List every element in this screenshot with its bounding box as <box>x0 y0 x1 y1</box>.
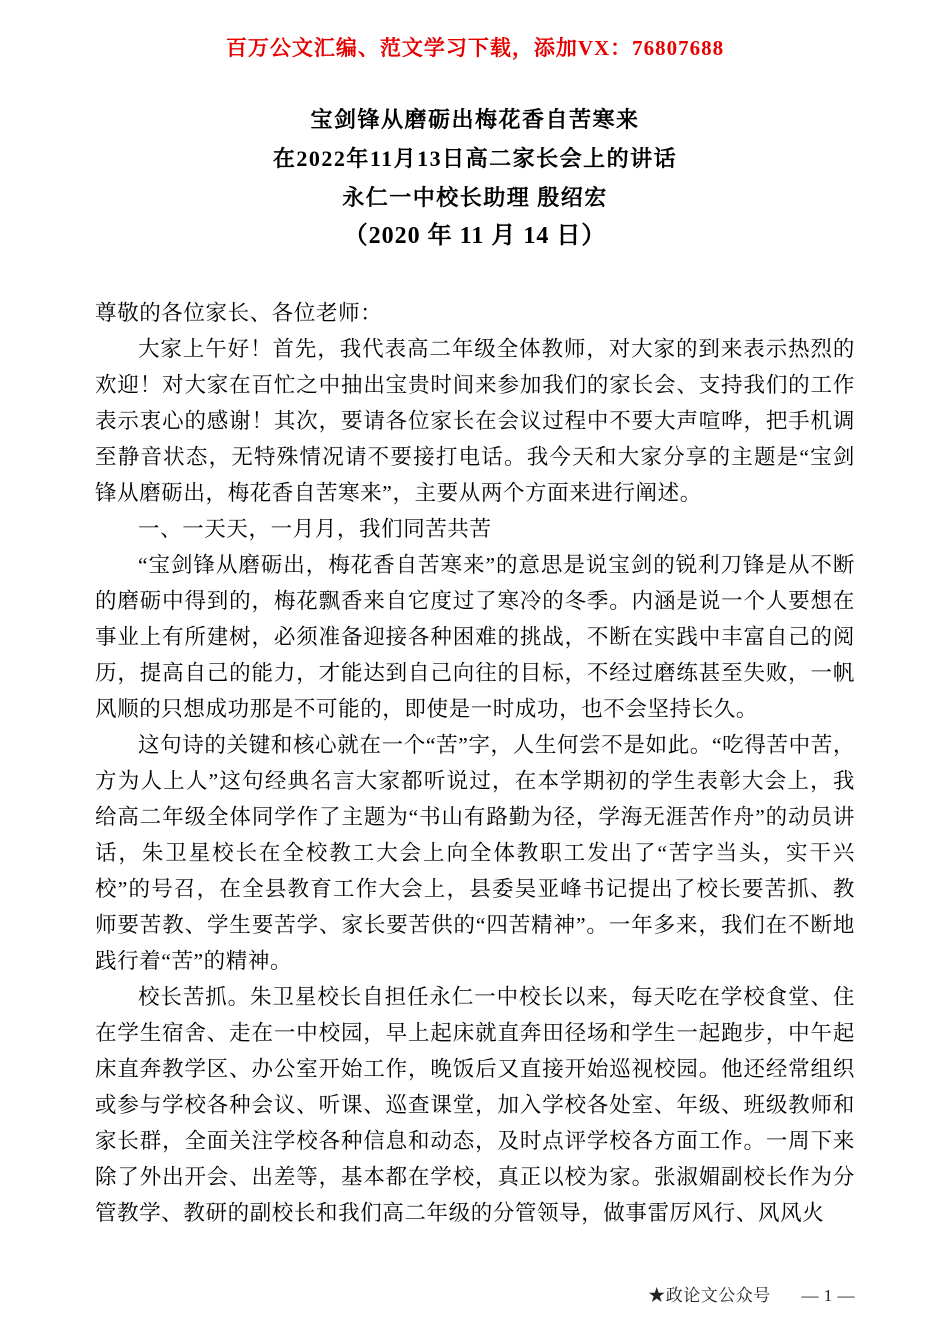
promo-banner-text: 百万公文汇编、范文学习下载，添加VX：76807688 <box>225 36 725 60</box>
doc-author-line: 永仁一中校长助理 殷绍宏 <box>342 185 608 210</box>
document-body <box>95 295 855 1231</box>
section-heading-1: 一、一天天，一月月，我们同苦共苦 <box>138 517 492 541</box>
doc-date-line: （2020 年 11 月 14 日） <box>343 223 607 249</box>
paragraph-principal: 校长苦抓。朱卫星校长自担任永仁一中校长以来，每天吃在学校食堂、住在学生宿舍、走在一中校园，早上起床就直奔田径场和学生一起跑步，中午起床直奔教学区、办公室开始工作，晚饭后又直接开始巡视校园。他还经常组织或参与学校各种会议、听课、巡查课堂，加入学校各处室、年级、班级教师和家长群，全面关注学校各种信息和动态，及时点评学校各方面工作。一周下来除了外出开会、出差等，基本都在学校，真正以校为家。张淑媚副校长作为分管教学、教研的副校长和我们高二年级的分管领导，做事雷厉风行、风风火 <box>95 985 855 1225</box>
footer-brand: ★政论文公众号 <box>648 1286 771 1305</box>
paragraph-meaning: “宝剑锋从磨砺出，梅花香自苦寒来”的意思是说宝剑的锐利刀锋是从不断的磨砺中得到的，梅花飘香来自它度过了寒冷的冬季。内涵是说一个人要想在事业上有所建树，必须准备迎接各种困难的挑战，不断在实践中丰富自己的阅历，提高自己的能力，才能达到自己向往的目标，不经过磨练甚至失败，一帆风顺的只想成功那是不可能的，即使是一时成功，也不会坚持长久。 <box>95 553 855 721</box>
page-number: — 1 — <box>801 1286 855 1305</box>
paragraph-greeting: 大家上午好！首先，我代表高二年级全体教师，对大家的到来表示热烈的欢迎！对大家在百忙之中抽出宝贵时间来参加我们的家长会、支持我们的工作表示衷心的感谢！其次，要请各位家长在会议过程中不要大声喧哗，把手机调至静音状态，无特殊情况请不要接打电话。我今天和大家分享的主题是“宝剑锋从磨砺出，梅花香自苦寒来”，主要从两个方面来进行阐述。 <box>95 337 855 505</box>
title-block <box>95 100 855 255</box>
salutation: 尊敬的各位家长、各位老师： <box>95 301 383 325</box>
paragraph-ku-spirit: 这句诗的关键和核心就在一个“苦”字，人生何尝不是如此。“吃得苦中苦，方为人上人”这句经典名言大家都听说过，在本学期初的学生表彰大会上，我给高二年级全体同学作了主题为“书山有路勤为径，学海无涯苦作舟”的动员讲话，朱卫星校长在全校教工大会上向全体教职工发出了“苦字当头，实干兴校”的号召，在全县教育工作大会上，县委吴亚峰书记提出了校长要苦抓、教师要苦教、学生要苦学、家长要苦供的“四苦精神”。一年多来，我们在不断地践行着“苦”的精神。 <box>95 733 855 973</box>
doc-title-line1: 宝剑锋从磨砺出梅花香自苦寒来 <box>310 107 640 132</box>
doc-title-line2: 在2022年11月13日高二家长会上的讲话 <box>272 146 678 171</box>
page-footer <box>648 1281 855 1306</box>
